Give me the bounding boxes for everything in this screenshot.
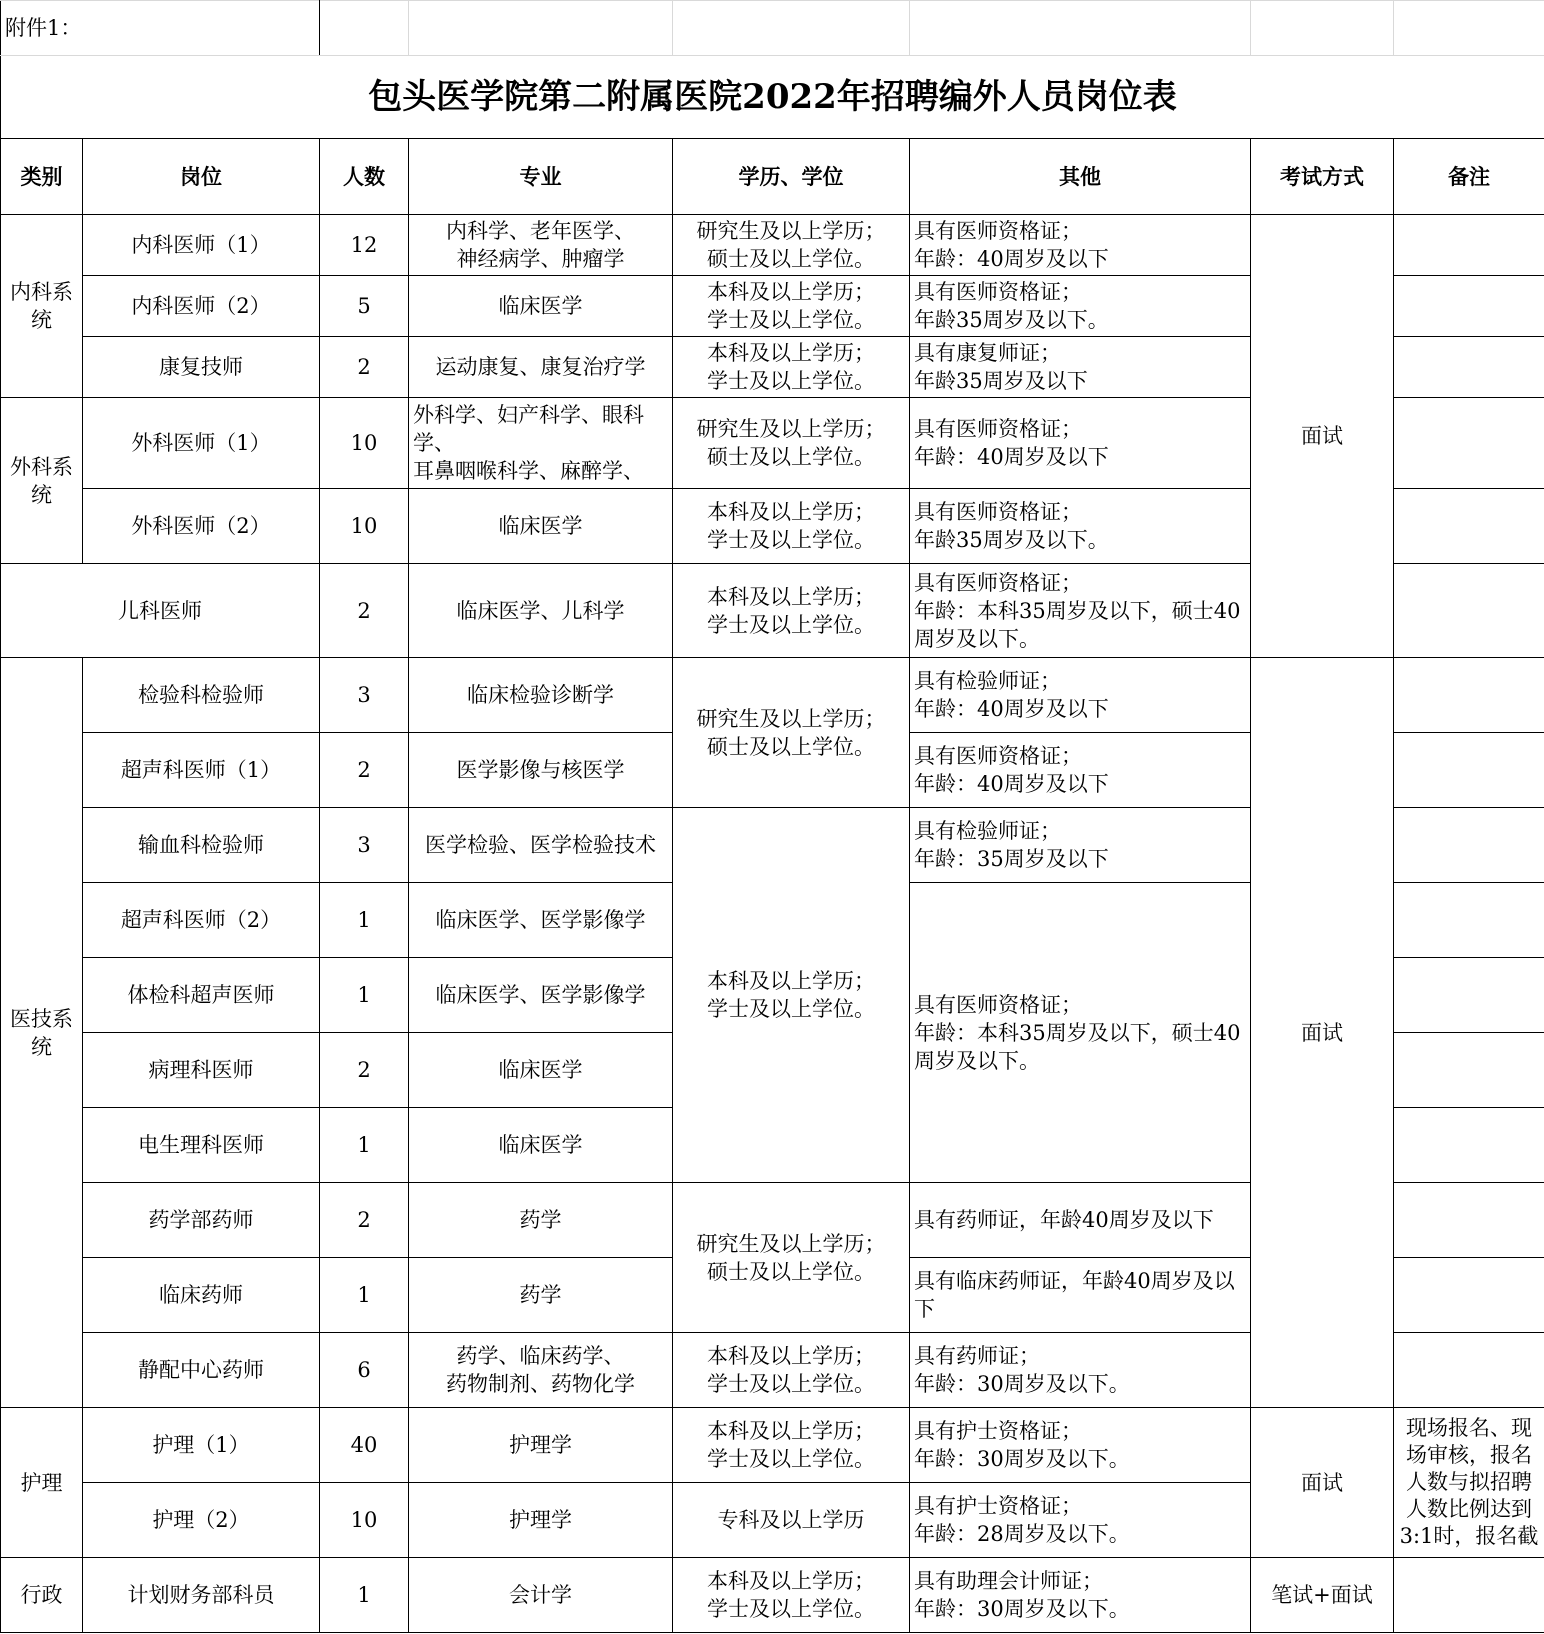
- note-cell: [1394, 1033, 1544, 1108]
- major-cell: 临床医学: [409, 1033, 673, 1108]
- major-cell: 临床医学: [409, 276, 673, 337]
- title-row: [1, 56, 1544, 139]
- position-cell: 体检科超声医师: [83, 958, 320, 1033]
- major-cell: 临床医学、医学影像学: [409, 883, 673, 958]
- position-cell: 康复技师: [83, 337, 320, 398]
- table-row: [1, 1558, 1544, 1633]
- education-cell: 专科及以上学历: [673, 1483, 910, 1558]
- annex-row: [1, 1, 1544, 56]
- education-cell: 本科及以上学历； 学士及以上学位。: [673, 489, 910, 564]
- position-cell: 病理科医师: [83, 1033, 320, 1108]
- count-cell: 1: [320, 1558, 409, 1633]
- major-cell: 临床医学: [409, 489, 673, 564]
- position-cell: 超声科医师（2）: [83, 883, 320, 958]
- count-cell: 3: [320, 658, 409, 733]
- header-exam: 考试方式: [1251, 139, 1394, 215]
- table-row: [1, 215, 1544, 276]
- major-cell: 药学: [409, 1183, 673, 1258]
- position-cell: 内科医师（1）: [83, 215, 320, 276]
- category-nursing: 护理: [1, 1408, 83, 1558]
- count-cell: 10: [320, 489, 409, 564]
- header-category: 类别: [1, 139, 83, 215]
- education-cell: 本科及以上学历； 学士及以上学位。: [673, 1558, 910, 1633]
- major-cell: 临床医学、医学影像学: [409, 958, 673, 1033]
- header-note: 备注: [1394, 139, 1544, 215]
- position-cell: 超声科医师（1）: [83, 733, 320, 808]
- other-cell: 具有药师证，年龄40周岁及以下: [910, 1183, 1251, 1258]
- note-cell: [1394, 883, 1544, 958]
- count-cell: 1: [320, 1108, 409, 1183]
- note-cell: [1394, 276, 1544, 337]
- count-cell: 1: [320, 1258, 409, 1333]
- education-cell: 本科及以上学历； 学士及以上学位。: [673, 808, 910, 1183]
- header-row: [1, 139, 1544, 215]
- other-cell: 具有医师资格证； 年龄：本科35周岁及以下，硕士40周岁及以下。: [910, 564, 1251, 658]
- position-cell: 儿科医师: [1, 564, 320, 658]
- other-cell: 具有康复师证； 年龄35周岁及以下: [910, 337, 1251, 398]
- major-cell: 药学、临床药学、 药物制剂、药物化学: [409, 1333, 673, 1408]
- position-cell: 外科医师（2）: [83, 489, 320, 564]
- major-cell: 临床医学、儿科学: [409, 564, 673, 658]
- education-cell: 研究生及以上学历； 硕士及以上学位。: [673, 658, 910, 808]
- count-cell: 2: [320, 337, 409, 398]
- note-cell: [1394, 808, 1544, 883]
- note-cell: [1394, 398, 1544, 489]
- header-education: 学历、学位: [673, 139, 910, 215]
- count-cell: 2: [320, 564, 409, 658]
- note-cell: [1394, 1183, 1544, 1258]
- other-cell: 具有医师资格证； 年龄：40周岁及以下: [910, 398, 1251, 489]
- position-cell: 临床药师: [83, 1258, 320, 1333]
- position-cell: 护理（1）: [83, 1408, 320, 1483]
- note-cell: [1394, 1333, 1544, 1408]
- other-cell: 具有检验师证； 年龄：35周岁及以下: [910, 808, 1251, 883]
- note-cell: [1394, 733, 1544, 808]
- major-cell: 护理学: [409, 1408, 673, 1483]
- position-cell: 检验科检验师: [83, 658, 320, 733]
- major-cell: 临床医学: [409, 1108, 673, 1183]
- count-cell: 40: [320, 1408, 409, 1483]
- category-medtech: 医技系 统: [1, 658, 83, 1408]
- major-cell: 医学检验、医学检验技术: [409, 808, 673, 883]
- major-cell: 内科学、老年医学、 神经病学、肿瘤学: [409, 215, 673, 276]
- note-cell: [1394, 1108, 1544, 1183]
- count-cell: 5: [320, 276, 409, 337]
- exam-cell: 面试: [1251, 658, 1394, 1408]
- position-cell: 外科医师（1）: [83, 398, 320, 489]
- note-cell: [1394, 215, 1544, 276]
- other-cell: 具有护士资格证； 年龄：28周岁及以下。: [910, 1483, 1251, 1558]
- position-cell: 电生理科医师: [83, 1108, 320, 1183]
- note-cell: [1394, 489, 1544, 564]
- header-major: 专业: [409, 139, 673, 215]
- note-cell: [1394, 658, 1544, 733]
- other-cell: 具有临床药师证，年龄40周岁及以下: [910, 1258, 1251, 1333]
- note-cell: [1394, 564, 1544, 658]
- count-cell: 1: [320, 883, 409, 958]
- position-cell: 输血科检验师: [83, 808, 320, 883]
- education-cell: 本科及以上学历； 学士及以上学位。: [673, 1408, 910, 1483]
- education-cell: 本科及以上学历； 学士及以上学位。: [673, 1333, 910, 1408]
- count-cell: 1: [320, 958, 409, 1033]
- education-cell: 本科及以上学历； 学士及以上学位。: [673, 564, 910, 658]
- major-cell: 医学影像与核医学: [409, 733, 673, 808]
- page-title: 包头医学院第二附属医院2022年招聘编外人员岗位表: [1, 56, 1544, 139]
- other-cell: 具有医师资格证； 年龄：40周岁及以下: [910, 733, 1251, 808]
- position-cell: 护理（2）: [83, 1483, 320, 1558]
- count-cell: 6: [320, 1333, 409, 1408]
- exam-cell: 面试: [1251, 1408, 1394, 1558]
- count-cell: 2: [320, 1183, 409, 1258]
- education-cell: 本科及以上学历； 学士及以上学位。: [673, 337, 910, 398]
- education-cell: 研究生及以上学历； 硕士及以上学位。: [673, 215, 910, 276]
- exam-cell: 笔试+面试: [1251, 1558, 1394, 1633]
- position-cell: 静配中心药师: [83, 1333, 320, 1408]
- note-cell: [1394, 1408, 1544, 1558]
- note-cell: [1394, 958, 1544, 1033]
- count-cell: 10: [320, 398, 409, 489]
- note-cell: [1394, 1258, 1544, 1333]
- other-cell: 具有医师资格证； 年龄35周岁及以下。: [910, 489, 1251, 564]
- annex-label: 附件1：: [1, 1, 320, 56]
- table-row: [1, 658, 1544, 733]
- header-count: 人数: [320, 139, 409, 215]
- header-other: 其他: [910, 139, 1251, 215]
- education-cell: 研究生及以上学历； 硕士及以上学位。: [673, 398, 910, 489]
- header-position: 岗位: [83, 139, 320, 215]
- position-cell: 药学部药师: [83, 1183, 320, 1258]
- education-cell: 研究生及以上学历； 硕士及以上学位。: [673, 1183, 910, 1333]
- major-cell: 临床检验诊断学: [409, 658, 673, 733]
- position-cell: 计划财务部科员: [83, 1558, 320, 1633]
- exam-cell: 面试: [1251, 215, 1394, 658]
- major-cell: 会计学: [409, 1558, 673, 1633]
- nursing-note: 现场报名、现场审核，报名人数与拟招聘人数比例达到3:1时，报名截: [1399, 1416, 1539, 1548]
- note-cell: [1394, 337, 1544, 398]
- count-cell: 2: [320, 1033, 409, 1108]
- count-cell: 12: [320, 215, 409, 276]
- category-surgery: 外科系 统: [1, 398, 83, 564]
- count-cell: 2: [320, 733, 409, 808]
- other-cell: 具有药师证； 年龄：30周岁及以下。: [910, 1333, 1251, 1408]
- position-cell: 内科医师（2）: [83, 276, 320, 337]
- major-cell: 运动康复、康复治疗学: [409, 337, 673, 398]
- major-cell: 护理学: [409, 1483, 673, 1558]
- major-text: 外科学、妇产科学、眼科学、 耳鼻咽喉科学、麻醉学、: [413, 403, 644, 483]
- other-cell: 具有医师资格证； 年龄35周岁及以下。: [910, 276, 1251, 337]
- count-cell: 10: [320, 1483, 409, 1558]
- other-cell: 具有医师资格证； 年龄：40周岁及以下: [910, 215, 1251, 276]
- other-cell: 具有检验师证； 年龄：40周岁及以下: [910, 658, 1251, 733]
- category-internal: 内科系 统: [1, 215, 83, 398]
- table-row: [1, 1408, 1544, 1483]
- count-cell: 3: [320, 808, 409, 883]
- note-cell: [1394, 1558, 1544, 1633]
- major-cell: 药学: [409, 1258, 673, 1333]
- other-cell: 具有医师资格证； 年龄：本科35周岁及以下，硕士40周岁及以下。: [910, 883, 1251, 1183]
- major-cell: [409, 398, 673, 489]
- education-cell: 本科及以上学历； 学士及以上学位。: [673, 276, 910, 337]
- other-cell: 具有护士资格证； 年龄：30周岁及以下。: [910, 1408, 1251, 1483]
- other-cell: 具有助理会计师证； 年龄：30周岁及以下。: [910, 1558, 1251, 1633]
- category-admin: 行政: [1, 1558, 83, 1633]
